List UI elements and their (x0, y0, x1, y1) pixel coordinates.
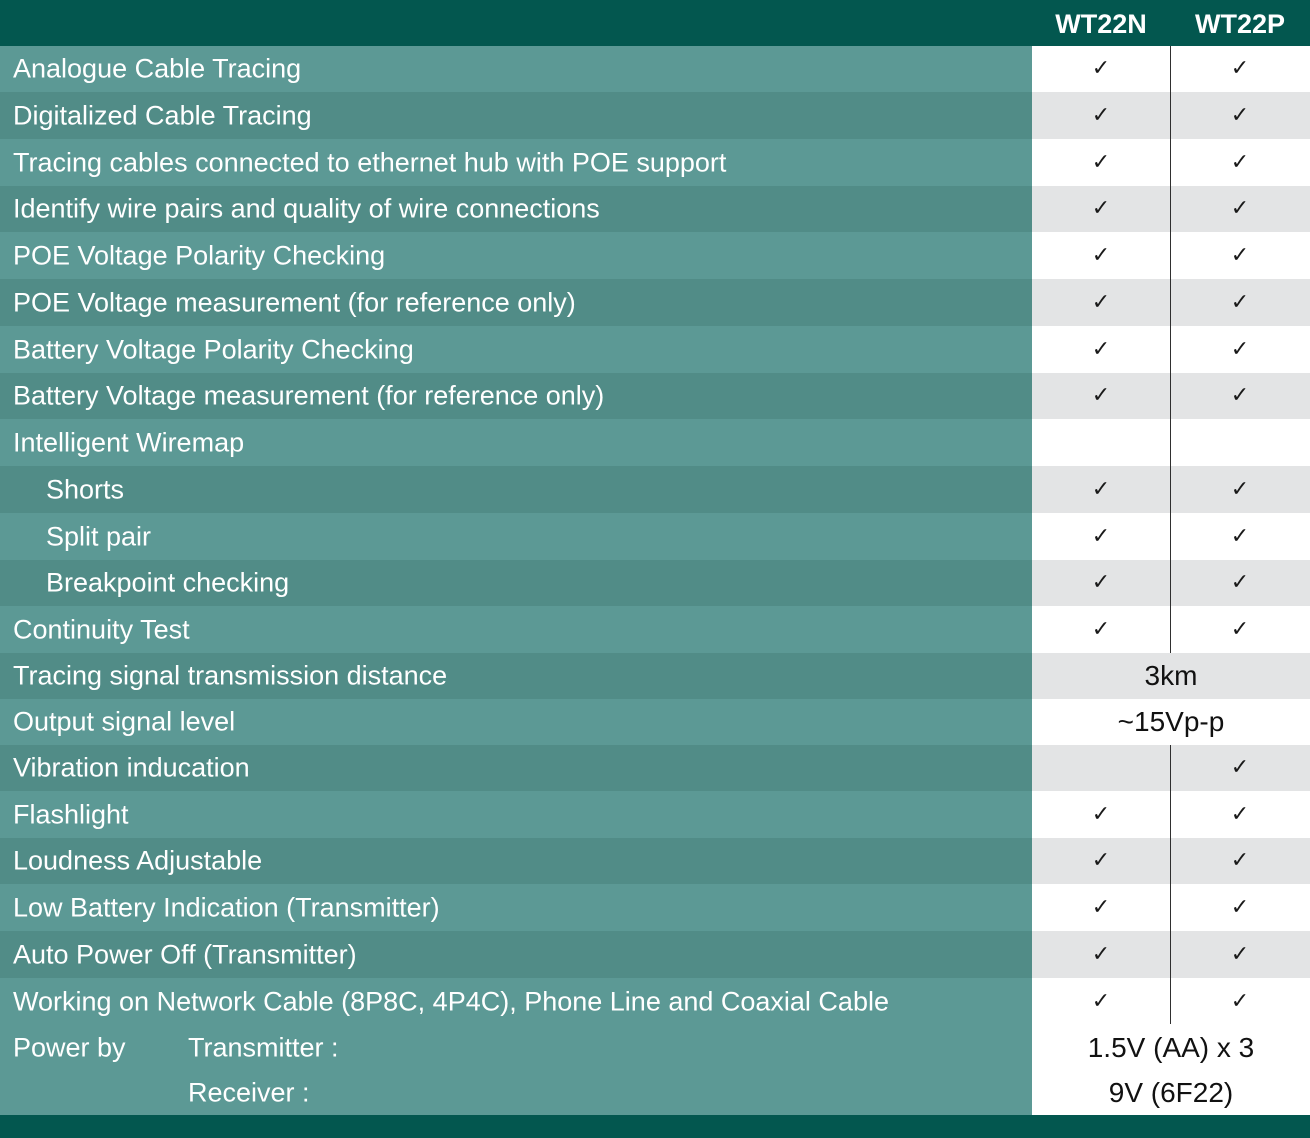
row-label: Flashlight (13, 799, 129, 829)
row-label-cell (0, 791, 1032, 838)
row-label: POE Voltage measurement (for reference only) (13, 287, 576, 317)
row-value-cell (1032, 838, 1310, 884)
table-row (0, 92, 1310, 139)
row-value-cell (1032, 653, 1310, 699)
table-row (0, 791, 1310, 838)
check-icon: ✓ (1091, 149, 1111, 175)
table-row (0, 884, 1310, 931)
row-label-cell (0, 560, 1032, 606)
row-label-cell (0, 606, 1032, 653)
row-value-cell (1032, 326, 1310, 373)
check-icon: ✓ (1091, 848, 1111, 873)
row-value-cell (1032, 466, 1310, 513)
row-label: Battery Voltage measurement (for reference only) (13, 380, 605, 411)
check-icon: ✓ (1230, 616, 1250, 642)
row-value-cell (1032, 513, 1310, 560)
check-icon: ✓ (1091, 894, 1111, 920)
check-icon: ✓ (1230, 476, 1250, 502)
row-value-cell (1032, 139, 1310, 186)
check-icon: ✓ (1091, 336, 1111, 362)
row-value-cell (1032, 560, 1310, 606)
row-value-cell (1032, 791, 1310, 838)
check-icon: ✓ (1230, 570, 1250, 595)
check-icon: ✓ (1230, 801, 1250, 827)
column-divider (1170, 46, 1171, 653)
check-icon: ✓ (1230, 988, 1250, 1014)
row-sublabel: Shorts (46, 474, 125, 504)
check-icon: ✓ (1230, 941, 1250, 967)
row-label-cell (0, 699, 1032, 745)
row-label-cell (0, 931, 1032, 978)
row-value-cell (1032, 46, 1310, 92)
check-icon: ✓ (1230, 894, 1250, 920)
row-label-cell (0, 373, 1032, 419)
row-value-cell (1032, 279, 1310, 326)
check-icon: ✓ (1230, 383, 1250, 408)
row-label-cell (0, 92, 1032, 139)
row-label: Loudness Adjustable (13, 845, 263, 876)
table-row (0, 978, 1310, 1025)
row-label-cell (0, 1024, 1032, 1115)
check-icon: ✓ (1230, 848, 1250, 873)
table-row (0, 745, 1310, 791)
shared-value: ~15Vp-p (1117, 706, 1225, 737)
row-label: Battery Voltage Polarity Checking (13, 334, 414, 364)
row-label-cell (0, 419, 1032, 466)
table-row (0, 326, 1310, 373)
row-value-cell (1032, 92, 1310, 139)
table-row (0, 838, 1310, 884)
check-icon: ✓ (1091, 242, 1111, 268)
transmitter-value: 1.5V (AA) x 3 (1087, 1032, 1255, 1063)
table-row (0, 373, 1310, 419)
table-row (0, 279, 1310, 326)
header-model-wt22n: WT22N (1055, 9, 1147, 39)
check-icon: ✓ (1091, 56, 1111, 81)
check-icon: ✓ (1091, 801, 1111, 827)
row-label-cell (0, 46, 1032, 92)
row-value-cell (1032, 884, 1310, 931)
row-value-cell (1032, 931, 1310, 978)
table-row (0, 46, 1310, 92)
row-label: Low Battery Indication (Transmitter) (13, 892, 440, 922)
power-row (0, 1024, 1310, 1115)
transmitter-label: Transmitter : (188, 1032, 339, 1063)
row-label-cell (0, 978, 1032, 1025)
row-label-cell (0, 232, 1032, 279)
row-label-cell (0, 653, 1032, 699)
row-label: POE Voltage Polarity Checking (13, 240, 386, 270)
check-icon: ✓ (1091, 570, 1111, 595)
check-icon: ✓ (1230, 102, 1250, 128)
header-model-wt22p: WT22P (1194, 9, 1286, 39)
table-row (0, 186, 1310, 232)
row-value-cell (1032, 373, 1310, 419)
table-row (0, 419, 1310, 466)
shared-value: 3km (1144, 660, 1198, 691)
check-icon: ✓ (1230, 336, 1250, 362)
row-label: Tracing cables connected to ethernet hub with POE support (13, 147, 727, 177)
table-row (0, 139, 1310, 186)
table-row (0, 606, 1310, 653)
table-row (0, 560, 1310, 606)
check-icon: ✓ (1230, 149, 1250, 175)
table-row (0, 699, 1310, 745)
table-row (0, 513, 1310, 560)
table-header (0, 0, 1310, 46)
row-value-cell (1032, 186, 1310, 232)
row-label: Vibration inducation (13, 752, 250, 783)
row-label: Continuity Test (13, 614, 190, 644)
row-value-cell (1032, 232, 1310, 279)
row-label: Analogue Cable Tracing (13, 53, 302, 84)
check-icon: ✓ (1091, 616, 1111, 642)
row-value-cell (1032, 978, 1310, 1025)
row-label-cell (0, 139, 1032, 186)
check-icon: ✓ (1091, 102, 1111, 128)
row-value-cell (1032, 1024, 1310, 1115)
power-label: Power by (13, 1032, 126, 1063)
table-footer-bar (0, 1115, 1310, 1138)
row-sublabel: Split pair (46, 521, 152, 551)
check-icon: ✓ (1230, 523, 1250, 549)
row-label-cell (0, 513, 1032, 560)
check-icon: ✓ (1091, 988, 1111, 1014)
table-row (0, 653, 1310, 699)
check-icon: ✓ (1091, 476, 1111, 502)
row-label: Auto Power Off (Transmitter) (13, 939, 357, 969)
row-label: Digitalized Cable Tracing (13, 100, 312, 130)
table-row (0, 232, 1310, 279)
row-label-cell (0, 466, 1032, 513)
check-icon: ✓ (1230, 755, 1250, 780)
row-label: Tracing signal transmission distance (13, 660, 448, 691)
row-label-cell (0, 279, 1032, 326)
check-icon: ✓ (1230, 56, 1250, 81)
row-value-cell (1032, 419, 1310, 466)
check-icon: ✓ (1091, 196, 1111, 221)
row-value-cell (1032, 745, 1310, 791)
row-label: Intelligent Wiremap (13, 427, 245, 457)
row-value-cell (1032, 606, 1310, 653)
table-row (0, 466, 1310, 513)
row-label-cell (0, 745, 1032, 791)
table-row (0, 931, 1310, 978)
row-label-cell (0, 884, 1032, 931)
receiver-value: 9V (6F22) (1108, 1077, 1234, 1108)
check-icon: ✓ (1230, 196, 1250, 221)
row-label: Identify wire pairs and quality of wire connections (13, 193, 600, 224)
check-icon: ✓ (1230, 242, 1250, 268)
column-divider (1170, 745, 1171, 1024)
receiver-label: Receiver : (188, 1077, 310, 1108)
row-label: Working on Network Cable (8P8C, 4P4C), Phone Line and Coaxial Cable (13, 986, 889, 1016)
row-label-cell (0, 326, 1032, 373)
row-value-cell (1032, 699, 1310, 745)
row-label: Output signal level (13, 706, 236, 737)
check-icon: ✓ (1091, 523, 1111, 549)
check-icon: ✓ (1230, 289, 1250, 315)
row-label-cell (0, 186, 1032, 232)
check-icon: ✓ (1091, 383, 1111, 408)
check-icon: ✓ (1091, 289, 1111, 315)
row-label-cell (0, 838, 1032, 884)
row-sublabel: Breakpoint checking (46, 567, 290, 598)
check-icon: ✓ (1091, 941, 1111, 967)
